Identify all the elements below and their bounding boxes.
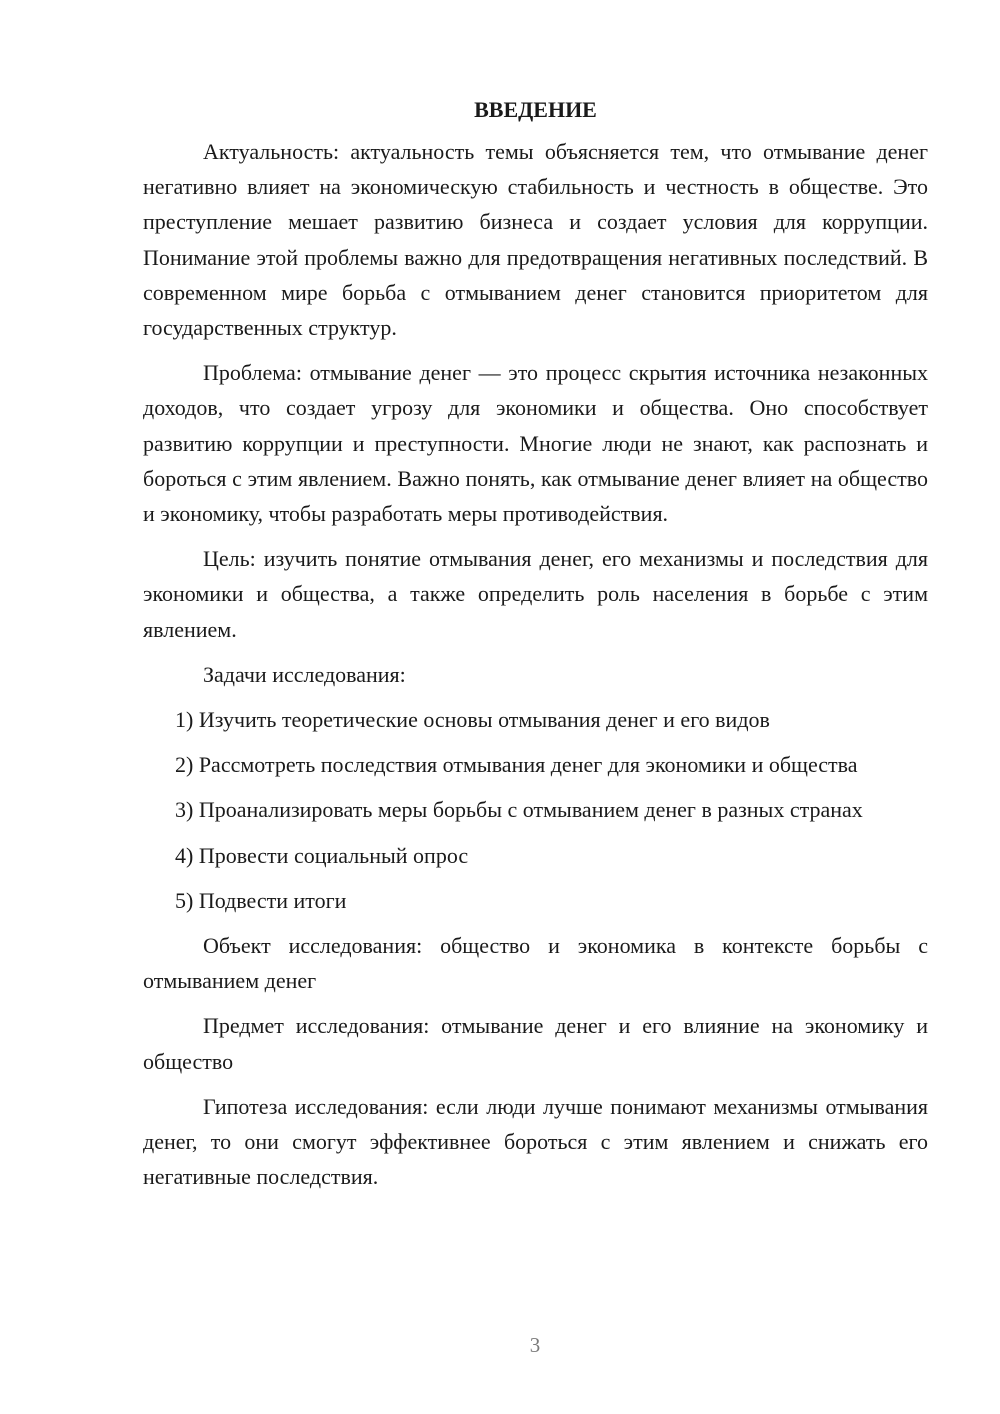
task-item: 3) Проанализировать меры борьбы с отмыванием денег в разных странах bbox=[175, 797, 863, 823]
task-item: 4) Провести социальный опрос bbox=[175, 842, 469, 868]
problem-paragraph: Проблема: отмывание денег — это процесс скрытия источника незаконных доходов, что создает угрозу для экономики и общества. Оно способствует развитию коррупции и преступности. Многие люди не знают, как распознать и бороться с этим явлением. Важно понять, как отмывание денег влияет на общество и экономику, чтобы разработать меры противодействия. bbox=[143, 360, 928, 527]
page-number: 3 bbox=[529, 1333, 541, 1357]
document-page bbox=[143, 92, 928, 1204]
goal-paragraph: Цель: изучить понятие отмывания денег, его механизмы и последствия для экономики и общества, а также определить роль населения в борьбе с этим явлением. bbox=[143, 546, 928, 642]
task-item: 2) Рассмотреть последствия отмывания денег для экономики и общества bbox=[175, 752, 858, 778]
section-title: ВВЕДЕНИЕ bbox=[474, 97, 597, 122]
task-item: 1) Изучить теоретические основы отмывания денег и его видов bbox=[175, 707, 770, 733]
object-paragraph: Объект исследования: общество и экономика в контексте борьбы с отмыванием денег bbox=[143, 933, 928, 994]
hypothesis-paragraph: Гипотеза исследования: если люди лучше понимают механизмы отмывания денег, то они смогут эффективнее бороться с этим явлением и снижать его негативные последствия. bbox=[143, 1093, 928, 1190]
tasks-list bbox=[143, 702, 928, 918]
task-item: 5) Подвести итоги bbox=[175, 887, 347, 913]
relevance-paragraph: Актуальность: актуальность темы объясняется тем, что отмывание денег негативно влияет на экономическую стабильность и честность в обществе. Это преступление мешает развитию бизнеса и создает условия для коррупции. Понимание этой проблемы важно для предотвращения негативных последствий. В современном мире борьба с отмыванием денег становится приоритетом для государственных структур. bbox=[143, 139, 928, 341]
subject-paragraph: Предмет исследования: отмывание денег и его влияние на экономику и общество bbox=[143, 1013, 928, 1074]
tasks-heading: Задачи исследования: bbox=[203, 661, 406, 687]
